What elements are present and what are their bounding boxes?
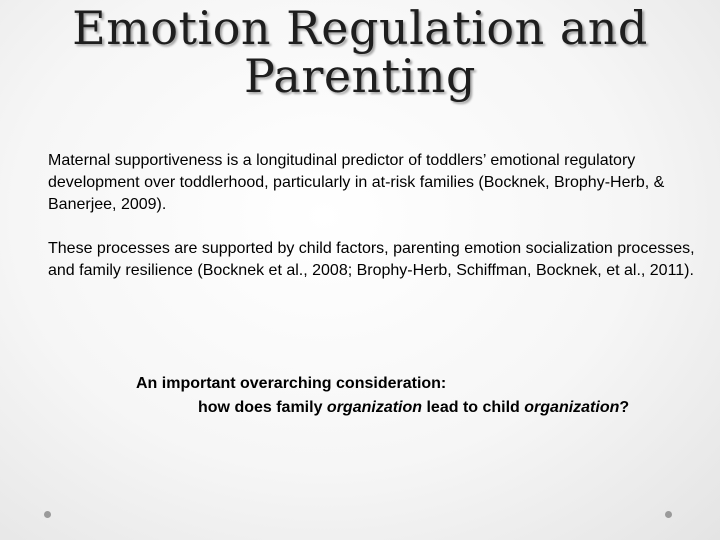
callout-line-1: An important overarching consideration: (136, 375, 447, 392)
paragraph-supporting-processes: These processes are supported by child factors, parenting emotion socialization processes, and family resilience (Bocknek et al., 2008; Brophy-Herb, Schiffman, Bocknek, et al., 2011). (48, 240, 695, 279)
title-line-1: Emotion Regulation and (72, 1, 648, 55)
callout-text-a: how does family (198, 399, 327, 416)
title-line-2: Parenting (244, 49, 476, 103)
decorative-dot-left (44, 511, 51, 518)
callout-text-c: ? (619, 399, 630, 416)
callout-line-2 (136, 396, 716, 420)
callout-text-b: lead to child (422, 399, 525, 416)
callout-emphasis-2: organization (524, 399, 620, 416)
decorative-dot-right (665, 511, 672, 518)
callout-emphasis-1: organization (326, 399, 423, 416)
slide-title (0, 1, 720, 103)
callout-consideration (136, 372, 716, 420)
paragraph-maternal-supportiveness: Maternal supportiveness is a longitudinal predictor of toddlers’ emotional regulatory development over toddlerhood, particularly in at-risk families (Bocknek, Brophy-Herb, & Banerjee, 2009). (48, 152, 665, 213)
